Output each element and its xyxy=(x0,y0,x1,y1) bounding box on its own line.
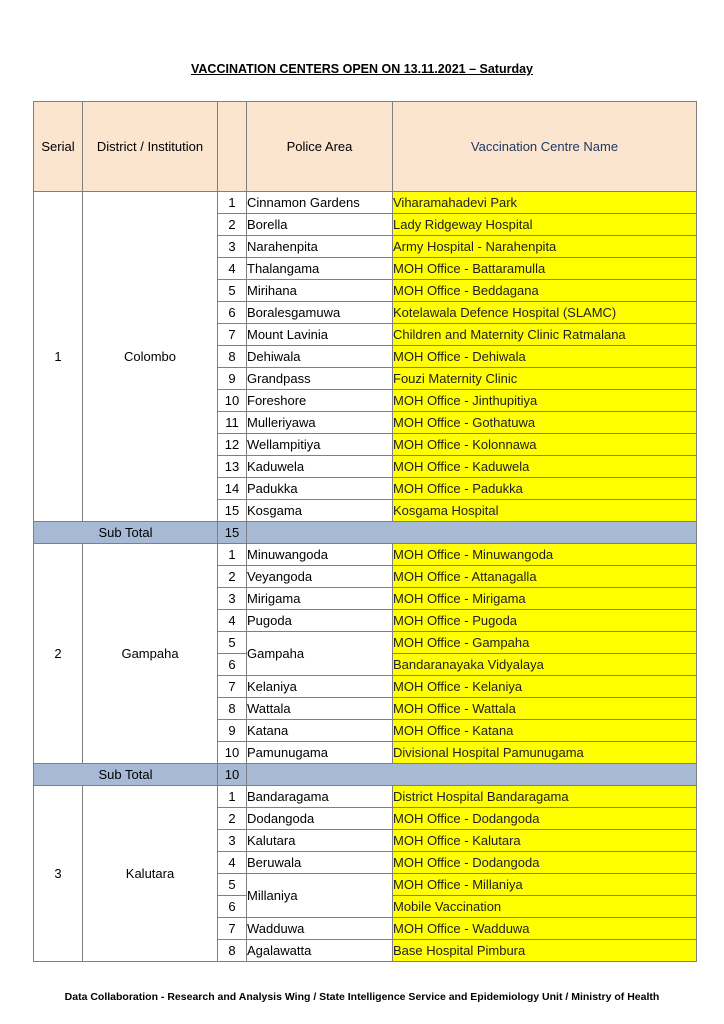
row-number-cell: 6 xyxy=(218,302,247,324)
row-number-cell: 5 xyxy=(218,874,247,896)
row-number-cell: 10 xyxy=(218,390,247,412)
table-row xyxy=(34,544,697,566)
vaccination-centre-cell: MOH Office - Dodangoda xyxy=(393,852,697,874)
vaccination-centre-cell: MOH Office - Kalutara xyxy=(393,830,697,852)
row-number-cell: 8 xyxy=(218,940,247,962)
police-area-cell: Thalangama xyxy=(247,258,393,280)
police-area-cell: Gampaha xyxy=(247,632,393,676)
row-number-cell: 6 xyxy=(218,896,247,918)
vaccination-centre-cell: MOH Office - Minuwangoda xyxy=(393,544,697,566)
serial-cell: 1 xyxy=(34,192,83,522)
vaccination-centre-cell: MOH Office - Millaniya xyxy=(393,874,697,896)
police-area-cell: Grandpass xyxy=(247,368,393,390)
vaccination-centre-cell: Lady Ridgeway Hospital xyxy=(393,214,697,236)
district-cell: Colombo xyxy=(83,192,218,522)
header-row-number xyxy=(218,102,247,192)
row-number-cell: 2 xyxy=(218,214,247,236)
vaccination-centre-cell: MOH Office - Battaramulla xyxy=(393,258,697,280)
footer-credits: Data Collaboration - Research and Analysis Wing / State Intelligence Service and Epidemiology Unit / Ministry of Health xyxy=(64,991,660,1003)
row-number-cell: 5 xyxy=(218,632,247,654)
police-area-cell: Kosgama xyxy=(247,500,393,522)
header-row xyxy=(34,102,697,192)
vaccination-centre-cell: MOH Office - Pugoda xyxy=(393,610,697,632)
vaccination-centre-cell: Base Hospital Pimbura xyxy=(393,940,697,962)
sub-total-label: Sub Total xyxy=(34,764,218,786)
row-number-cell: 9 xyxy=(218,368,247,390)
page-title: VACCINATION CENTERS OPEN ON 13.11.2021 – Saturday xyxy=(190,62,533,76)
row-number-cell: 4 xyxy=(218,852,247,874)
row-number-cell: 8 xyxy=(218,698,247,720)
vaccination-centre-cell: District Hospital Bandaragama xyxy=(393,786,697,808)
row-number-cell: 15 xyxy=(218,500,247,522)
sub-total-value: 10 xyxy=(218,764,247,786)
police-area-cell: Borella xyxy=(247,214,393,236)
sub-total-label: Sub Total xyxy=(34,522,218,544)
row-number-cell: 11 xyxy=(218,412,247,434)
row-number-cell: 8 xyxy=(218,346,247,368)
table-row xyxy=(34,192,697,214)
police-area-cell: Millaniya xyxy=(247,874,393,918)
police-area-cell: Mount Lavinia xyxy=(247,324,393,346)
vaccination-centre-cell: MOH Office - Gampaha xyxy=(393,632,697,654)
header-vaccination-centre: Vaccination Centre Name xyxy=(393,102,697,192)
district-cell: Kalutara xyxy=(83,786,218,962)
row-number-cell: 9 xyxy=(218,720,247,742)
vaccination-centre-cell: MOH Office - Dodangoda xyxy=(393,808,697,830)
row-number-cell: 6 xyxy=(218,654,247,676)
police-area-cell: Cinnamon Gardens xyxy=(247,192,393,214)
row-number-cell: 2 xyxy=(218,566,247,588)
row-number-cell: 7 xyxy=(218,324,247,346)
sub-total-value: 15 xyxy=(218,522,247,544)
vaccination-centre-cell: MOH Office - Padukka xyxy=(393,478,697,500)
header-district: District / Institution xyxy=(83,102,218,192)
row-number-cell: 10 xyxy=(218,742,247,764)
police-area-cell: Agalawatta xyxy=(247,940,393,962)
vaccination-centre-cell: MOH Office - Gothatuwa xyxy=(393,412,697,434)
police-area-cell: Pugoda xyxy=(247,610,393,632)
row-number-cell: 1 xyxy=(218,192,247,214)
sub-total-empty-cell xyxy=(247,522,697,544)
vaccination-centre-cell: MOH Office - Kolonnawa xyxy=(393,434,697,456)
police-area-cell: Bandaragama xyxy=(247,786,393,808)
police-area-cell: Wattala xyxy=(247,698,393,720)
vaccination-centre-cell: MOH Office - Katana xyxy=(393,720,697,742)
vaccination-centre-cell: MOH Office - Kelaniya xyxy=(393,676,697,698)
district-cell: Gampaha xyxy=(83,544,218,764)
vaccination-centre-cell: MOH Office - Mirigama xyxy=(393,588,697,610)
vaccination-centre-cell: MOH Office - Attanagalla xyxy=(393,566,697,588)
police-area-cell: Pamunugama xyxy=(247,742,393,764)
header-serial: Serial xyxy=(34,102,83,192)
police-area-cell: Kaduwela xyxy=(247,456,393,478)
vaccination-centre-cell: MOH Office - Beddagana xyxy=(393,280,697,302)
table-row xyxy=(34,786,697,808)
row-number-cell: 3 xyxy=(218,588,247,610)
police-area-cell: Minuwangoda xyxy=(247,544,393,566)
vaccination-centre-cell: MOH Office - Kaduwela xyxy=(393,456,697,478)
police-area-cell: Boralesgamuwa xyxy=(247,302,393,324)
police-area-cell: Mirihana xyxy=(247,280,393,302)
vaccination-centre-cell: Viharamahadevi Park xyxy=(393,192,697,214)
police-area-cell: Katana xyxy=(247,720,393,742)
vaccination-centre-cell: Divisional Hospital Pamunugama xyxy=(393,742,697,764)
sub-total-row xyxy=(34,764,697,786)
sub-total-empty-cell xyxy=(247,764,697,786)
police-area-cell: Mirigama xyxy=(247,588,393,610)
vaccination-centre-cell: Kotelawala Defence Hospital (SLAMC) xyxy=(393,302,697,324)
vaccination-centres-table xyxy=(33,101,697,962)
sub-total-row xyxy=(34,522,697,544)
police-area-cell: Veyangoda xyxy=(247,566,393,588)
serial-cell: 3 xyxy=(34,786,83,962)
police-area-cell: Kelaniya xyxy=(247,676,393,698)
police-area-cell: Dehiwala xyxy=(247,346,393,368)
police-area-cell: Padukka xyxy=(247,478,393,500)
police-area-cell: Foreshore xyxy=(247,390,393,412)
vaccination-centre-cell: Bandaranayaka Vidyalaya xyxy=(393,654,697,676)
vaccination-centre-cell: Mobile Vaccination xyxy=(393,896,697,918)
police-area-cell: Beruwala xyxy=(247,852,393,874)
row-number-cell: 14 xyxy=(218,478,247,500)
row-number-cell: 4 xyxy=(218,610,247,632)
vaccination-centre-cell: Fouzi Maternity Clinic xyxy=(393,368,697,390)
vaccination-centre-cell: MOH Office - Wattala xyxy=(393,698,697,720)
row-number-cell: 12 xyxy=(218,434,247,456)
vaccination-centre-cell: MOH Office - Dehiwala xyxy=(393,346,697,368)
row-number-cell: 3 xyxy=(218,830,247,852)
row-number-cell: 13 xyxy=(218,456,247,478)
row-number-cell: 1 xyxy=(218,786,247,808)
police-area-cell: Wellampitiya xyxy=(247,434,393,456)
vaccination-centre-cell: Kosgama Hospital xyxy=(393,500,697,522)
row-number-cell: 5 xyxy=(218,280,247,302)
row-number-cell: 7 xyxy=(218,676,247,698)
vaccination-centre-cell: Army Hospital - Narahenpita xyxy=(393,236,697,258)
police-area-cell: Mulleriyawa xyxy=(247,412,393,434)
row-number-cell: 4 xyxy=(218,258,247,280)
row-number-cell: 3 xyxy=(218,236,247,258)
serial-cell: 2 xyxy=(34,544,83,764)
table-body xyxy=(34,192,697,962)
police-area-cell: Narahenpita xyxy=(247,236,393,258)
header-police-area: Police Area xyxy=(247,102,393,192)
vaccination-centre-cell: MOH Office - Wadduwa xyxy=(393,918,697,940)
police-area-cell: Dodangoda xyxy=(247,808,393,830)
vaccination-centre-cell: Children and Maternity Clinic Ratmalana xyxy=(393,324,697,346)
vaccination-centre-cell: MOH Office - Jinthupitiya xyxy=(393,390,697,412)
row-number-cell: 7 xyxy=(218,918,247,940)
police-area-cell: Wadduwa xyxy=(247,918,393,940)
row-number-cell: 1 xyxy=(218,544,247,566)
police-area-cell: Kalutara xyxy=(247,830,393,852)
row-number-cell: 2 xyxy=(218,808,247,830)
